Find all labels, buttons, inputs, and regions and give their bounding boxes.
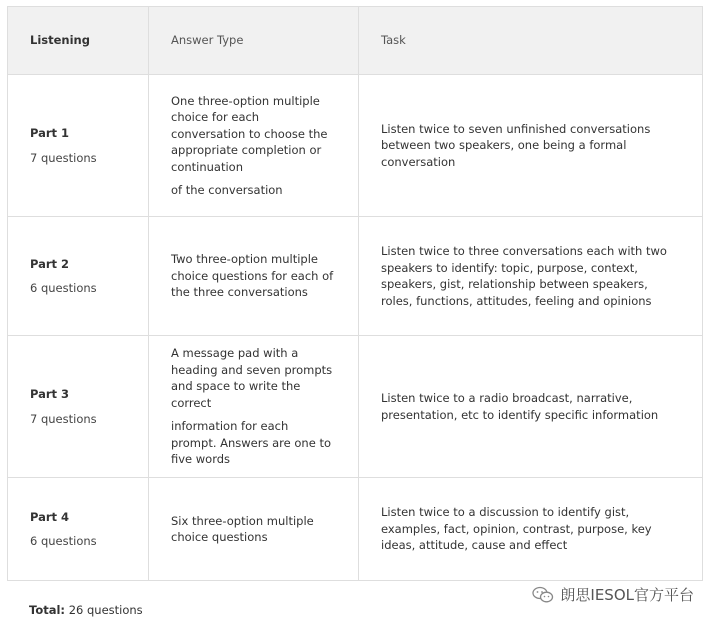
task-cell: Listen twice to seven unfinished conversations between two speakers, one being a formal conversation — [359, 75, 703, 217]
answer-type-cell — [149, 217, 359, 336]
part-title: Part 3 — [30, 387, 70, 401]
task-cell: Listen twice to a radio broadcast, narrative, presentation, etc to identify specific information — [359, 336, 703, 478]
answer-type-cell — [149, 75, 359, 217]
task-cell: Listen twice to three conversations each with two speakers to identify: topic, purpose, context, speakers, gist, relationship between speakers, roles, functions, attitudes, feeling and opinions — [359, 217, 703, 336]
header-task: Task — [359, 7, 703, 75]
answer-type-text: information for each prompt. Answers are one to five words — [171, 419, 331, 467]
answer-type-text: One three-option multiple choice for each conversation to choose the appropriate completion or continuation — [171, 93, 328, 174]
question-count: 7 questions — [30, 411, 97, 426]
total-value: 26 questions — [68, 603, 143, 617]
header-answer-type: Answer Type — [149, 7, 359, 75]
watermark — [532, 584, 694, 605]
answer-type-text: A message pad with a heading and seven prompts and space to write the correct — [171, 346, 333, 410]
part-cell — [8, 75, 149, 217]
watermark-text: 朗思IESOL官方平台 — [560, 586, 694, 604]
task-cell: Listen twice to a discussion to identify gist, examples, fact, opinion, contrast, purpose, key ideas, attitude, cause and effect — [359, 478, 703, 581]
question-count: 6 questions — [30, 534, 97, 548]
total-label: Total: — [29, 603, 66, 617]
table-row — [8, 336, 703, 478]
part-title: Part 2 — [30, 256, 70, 271]
answer-type-text: Six three-option multiple choice questions — [171, 513, 314, 544]
total-summary — [29, 603, 143, 617]
part-title: Part 4 — [30, 509, 70, 524]
wechat-icon — [532, 586, 554, 604]
answer-type-text: Two three-option multiple choice questions for each of the three conversations — [171, 252, 334, 300]
answer-type-cell — [149, 478, 359, 581]
question-count: 6 questions — [30, 281, 97, 295]
table-row — [8, 217, 703, 336]
header-listening: Listening — [8, 7, 149, 75]
part-cell — [8, 478, 149, 581]
part-title: Part 1 — [30, 126, 70, 140]
listening-table — [7, 6, 703, 581]
answer-type-text: of the conversation — [171, 183, 283, 197]
part-cell — [8, 336, 149, 478]
question-count: 7 questions — [30, 150, 97, 165]
table-row — [8, 75, 703, 217]
answer-type-cell — [149, 336, 359, 478]
table-header-row — [8, 7, 703, 75]
table-row — [8, 478, 703, 581]
part-cell — [8, 217, 149, 336]
